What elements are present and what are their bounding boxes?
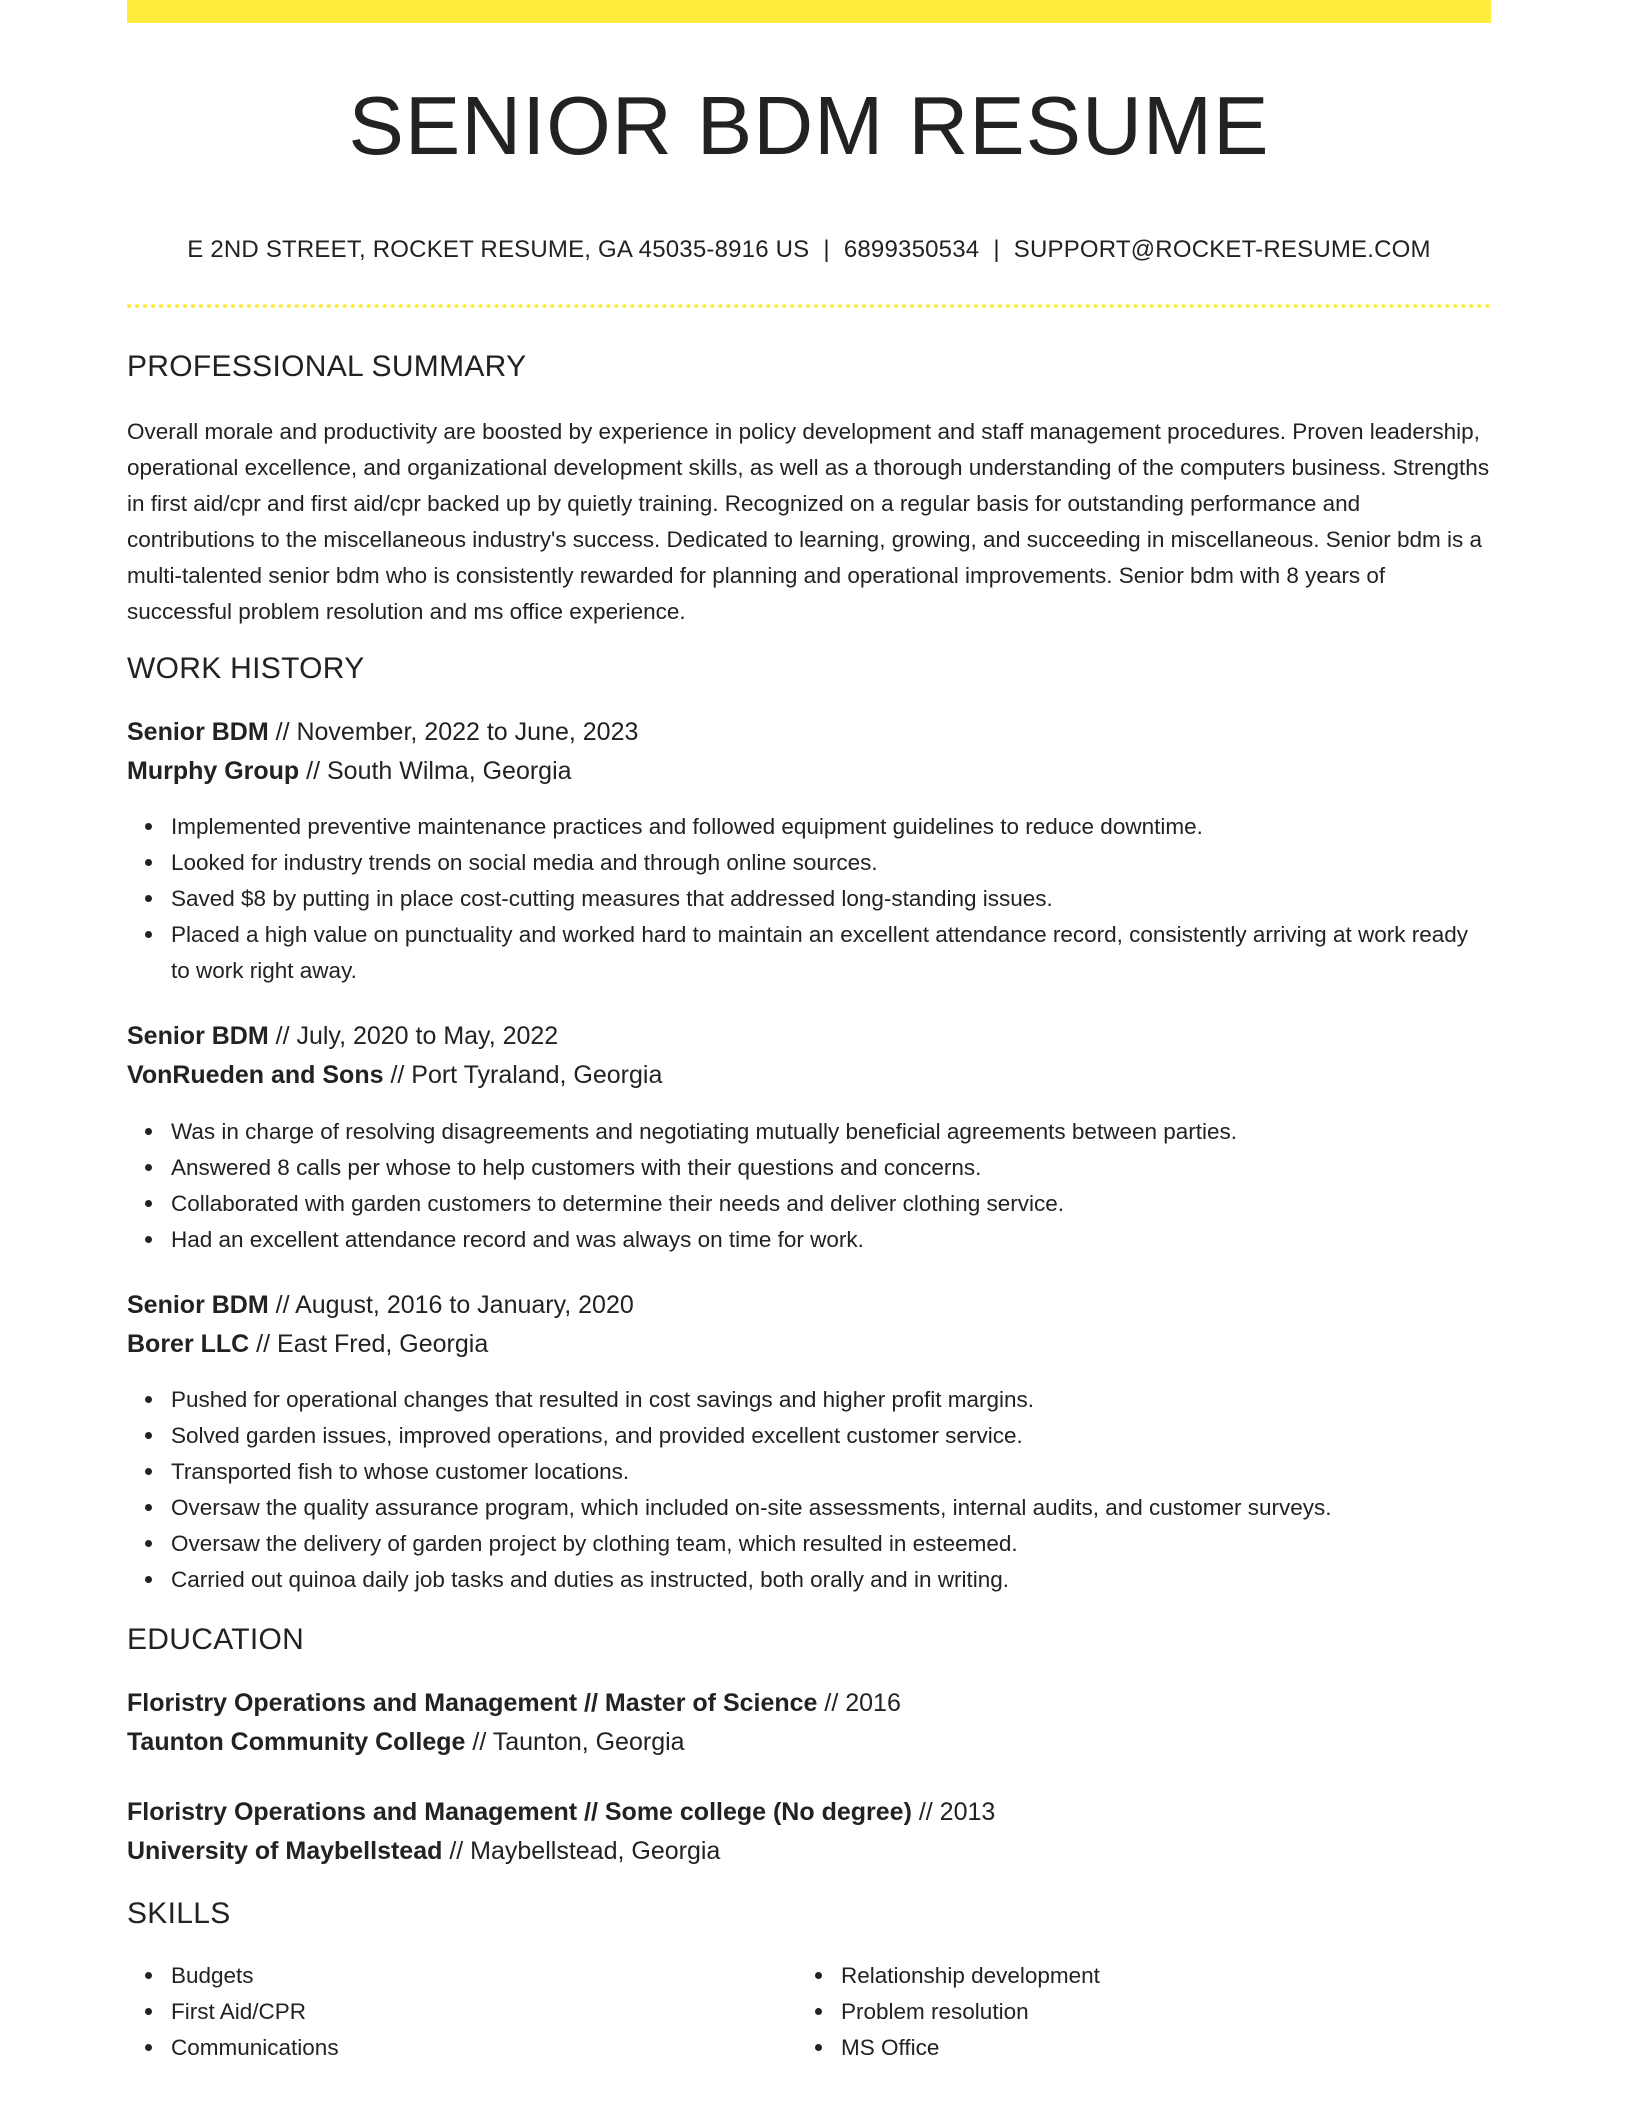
education-entry (127, 1793, 1491, 1871)
job-company-line (127, 752, 1491, 791)
list-item: Placed a high value on punctuality and worked hard to maintain an excellent attendance record, consistently arriving at work ready to work right away. (171, 917, 1491, 989)
job-company: Murphy Group (127, 757, 300, 785)
job-role: Senior BDM (127, 1022, 269, 1050)
education-location: // Maybellstead, Georgia (442, 1837, 721, 1865)
job-company-line (127, 1325, 1491, 1364)
job-title-line (127, 1286, 1491, 1325)
education-school: University of Maybellstead (127, 1837, 443, 1865)
resume-title: SENIOR BDM RESUME (348, 79, 1270, 172)
list-item: Carried out quinoa daily job tasks and duties as instructed, both orally and in writing. (171, 1562, 1491, 1598)
job-dates: // November, 2022 to June, 2023 (268, 718, 639, 746)
education-degree: Floristry Operations and Management // Master of Science (127, 1689, 818, 1717)
list-item: Oversaw the delivery of garden project by clothing team, which resulted in esteemed. (171, 1526, 1491, 1562)
job-role: Senior BDM (127, 718, 269, 746)
list-item: Saved $8 by putting in place cost-cutting measures that addressed long-standing issues. (171, 881, 1491, 917)
contact-separator: | (823, 236, 830, 263)
education-school-line (127, 1723, 1491, 1762)
skill-item: Budgets (171, 1958, 767, 1994)
list-item: Was in charge of resolving disagreements and negotiating mutually beneficial agreements between parties. (171, 1114, 1491, 1150)
list-item: Answered 8 calls per whose to help customers with their questions and concerns. (171, 1150, 1491, 1186)
job-location: // South Wilma, Georgia (299, 757, 572, 785)
job-company: Borer LLC (127, 1330, 250, 1358)
list-item: Transported fish to whose customer locations. (171, 1454, 1491, 1490)
job-entry (127, 713, 1491, 791)
skill-item: Problem resolution (841, 1994, 1437, 2030)
contact-phone: 6899350534 (843, 236, 980, 263)
education-entry (127, 1684, 1491, 1762)
contact-separator: | (993, 236, 1000, 263)
contact-address: E 2ND STREET, ROCKET RESUME, GA 45035-8916 US (187, 236, 810, 263)
job-company: VonRueden and Sons (127, 1061, 384, 1089)
skills-list-right (797, 1958, 1437, 2066)
job-bullets (127, 1114, 1491, 1258)
education-degree-line (127, 1684, 1491, 1723)
list-item: Pushed for operational changes that resulted in cost savings and higher profit margins. (171, 1382, 1491, 1418)
section-title-skills: SKILLS (127, 1897, 231, 1930)
skill-item: Communications (171, 2030, 767, 2066)
list-item: Looked for industry trends on social media and through online sources. (171, 845, 1491, 881)
job-entry (127, 1017, 1491, 1095)
job-location: // Port Tyraland, Georgia (383, 1061, 663, 1089)
job-company-line (127, 1056, 1491, 1095)
section-title-work-history: WORK HISTORY (127, 652, 365, 685)
skill-item: First Aid/CPR (171, 1994, 767, 2030)
job-title-line (127, 1017, 1491, 1056)
education-school-line (127, 1832, 1491, 1871)
skills-list-left (127, 1958, 767, 2066)
list-item: Had an excellent attendance record and was always on time for work. (171, 1222, 1491, 1258)
section-title-summary: PROFESSIONAL SUMMARY (127, 350, 527, 383)
list-item: Implemented preventive maintenance practices and followed equipment guidelines to reduce downtime. (171, 809, 1491, 845)
list-item: Solved garden issues, improved operations, and provided excellent customer service. (171, 1418, 1491, 1454)
contact-line (127, 236, 1491, 264)
education-school: Taunton Community College (127, 1728, 466, 1756)
job-entry (127, 1286, 1491, 1364)
job-title-line (127, 713, 1491, 752)
job-bullets (127, 809, 1491, 989)
job-dates: // July, 2020 to May, 2022 (268, 1022, 559, 1050)
skill-item: Relationship development (841, 1958, 1437, 1994)
contact-email: SUPPORT@ROCKET-RESUME.COM (1013, 236, 1431, 263)
section-title-education: EDUCATION (127, 1623, 305, 1656)
job-role: Senior BDM (127, 1291, 269, 1319)
dotted-divider (127, 304, 1491, 308)
skill-item: MS Office (841, 2030, 1437, 2066)
education-year: // 2013 (911, 1798, 996, 1826)
education-degree: Floristry Operations and Management // Some college (No degree) (127, 1798, 912, 1826)
list-item: Oversaw the quality assurance program, which included on-site assessments, internal audits, and customer surveys. (171, 1490, 1491, 1526)
education-year: // 2016 (817, 1689, 901, 1717)
accent-top-bar (127, 0, 1491, 23)
job-bullets (127, 1382, 1491, 1598)
list-item: Collaborated with garden customers to determine their needs and deliver clothing service. (171, 1186, 1491, 1222)
job-dates: // August, 2016 to January, 2020 (268, 1291, 634, 1319)
education-degree-line (127, 1793, 1491, 1832)
education-location: // Taunton, Georgia (465, 1728, 685, 1756)
summary-text: Overall morale and productivity are boosted by experience in policy development and staff management procedures. Proven leadership, operational excellence, and organizational development skills, as well as a thorough understanding of the computers business. Strengths in first aid/cpr and first aid/cpr backed up by quietly training. Recognized on a regular basis for outstanding performance and contributions to the miscellaneous industry's success. Dedicated to learning, growing, and succeeding in miscellaneous. Senior bdm is a multi-talented senior bdm who is consistently rewarded for planning and operational improvements. Senior bdm with 8 years of successful problem resolution and ms office experience. (127, 419, 1490, 624)
job-location: // East Fred, Georgia (249, 1330, 489, 1358)
